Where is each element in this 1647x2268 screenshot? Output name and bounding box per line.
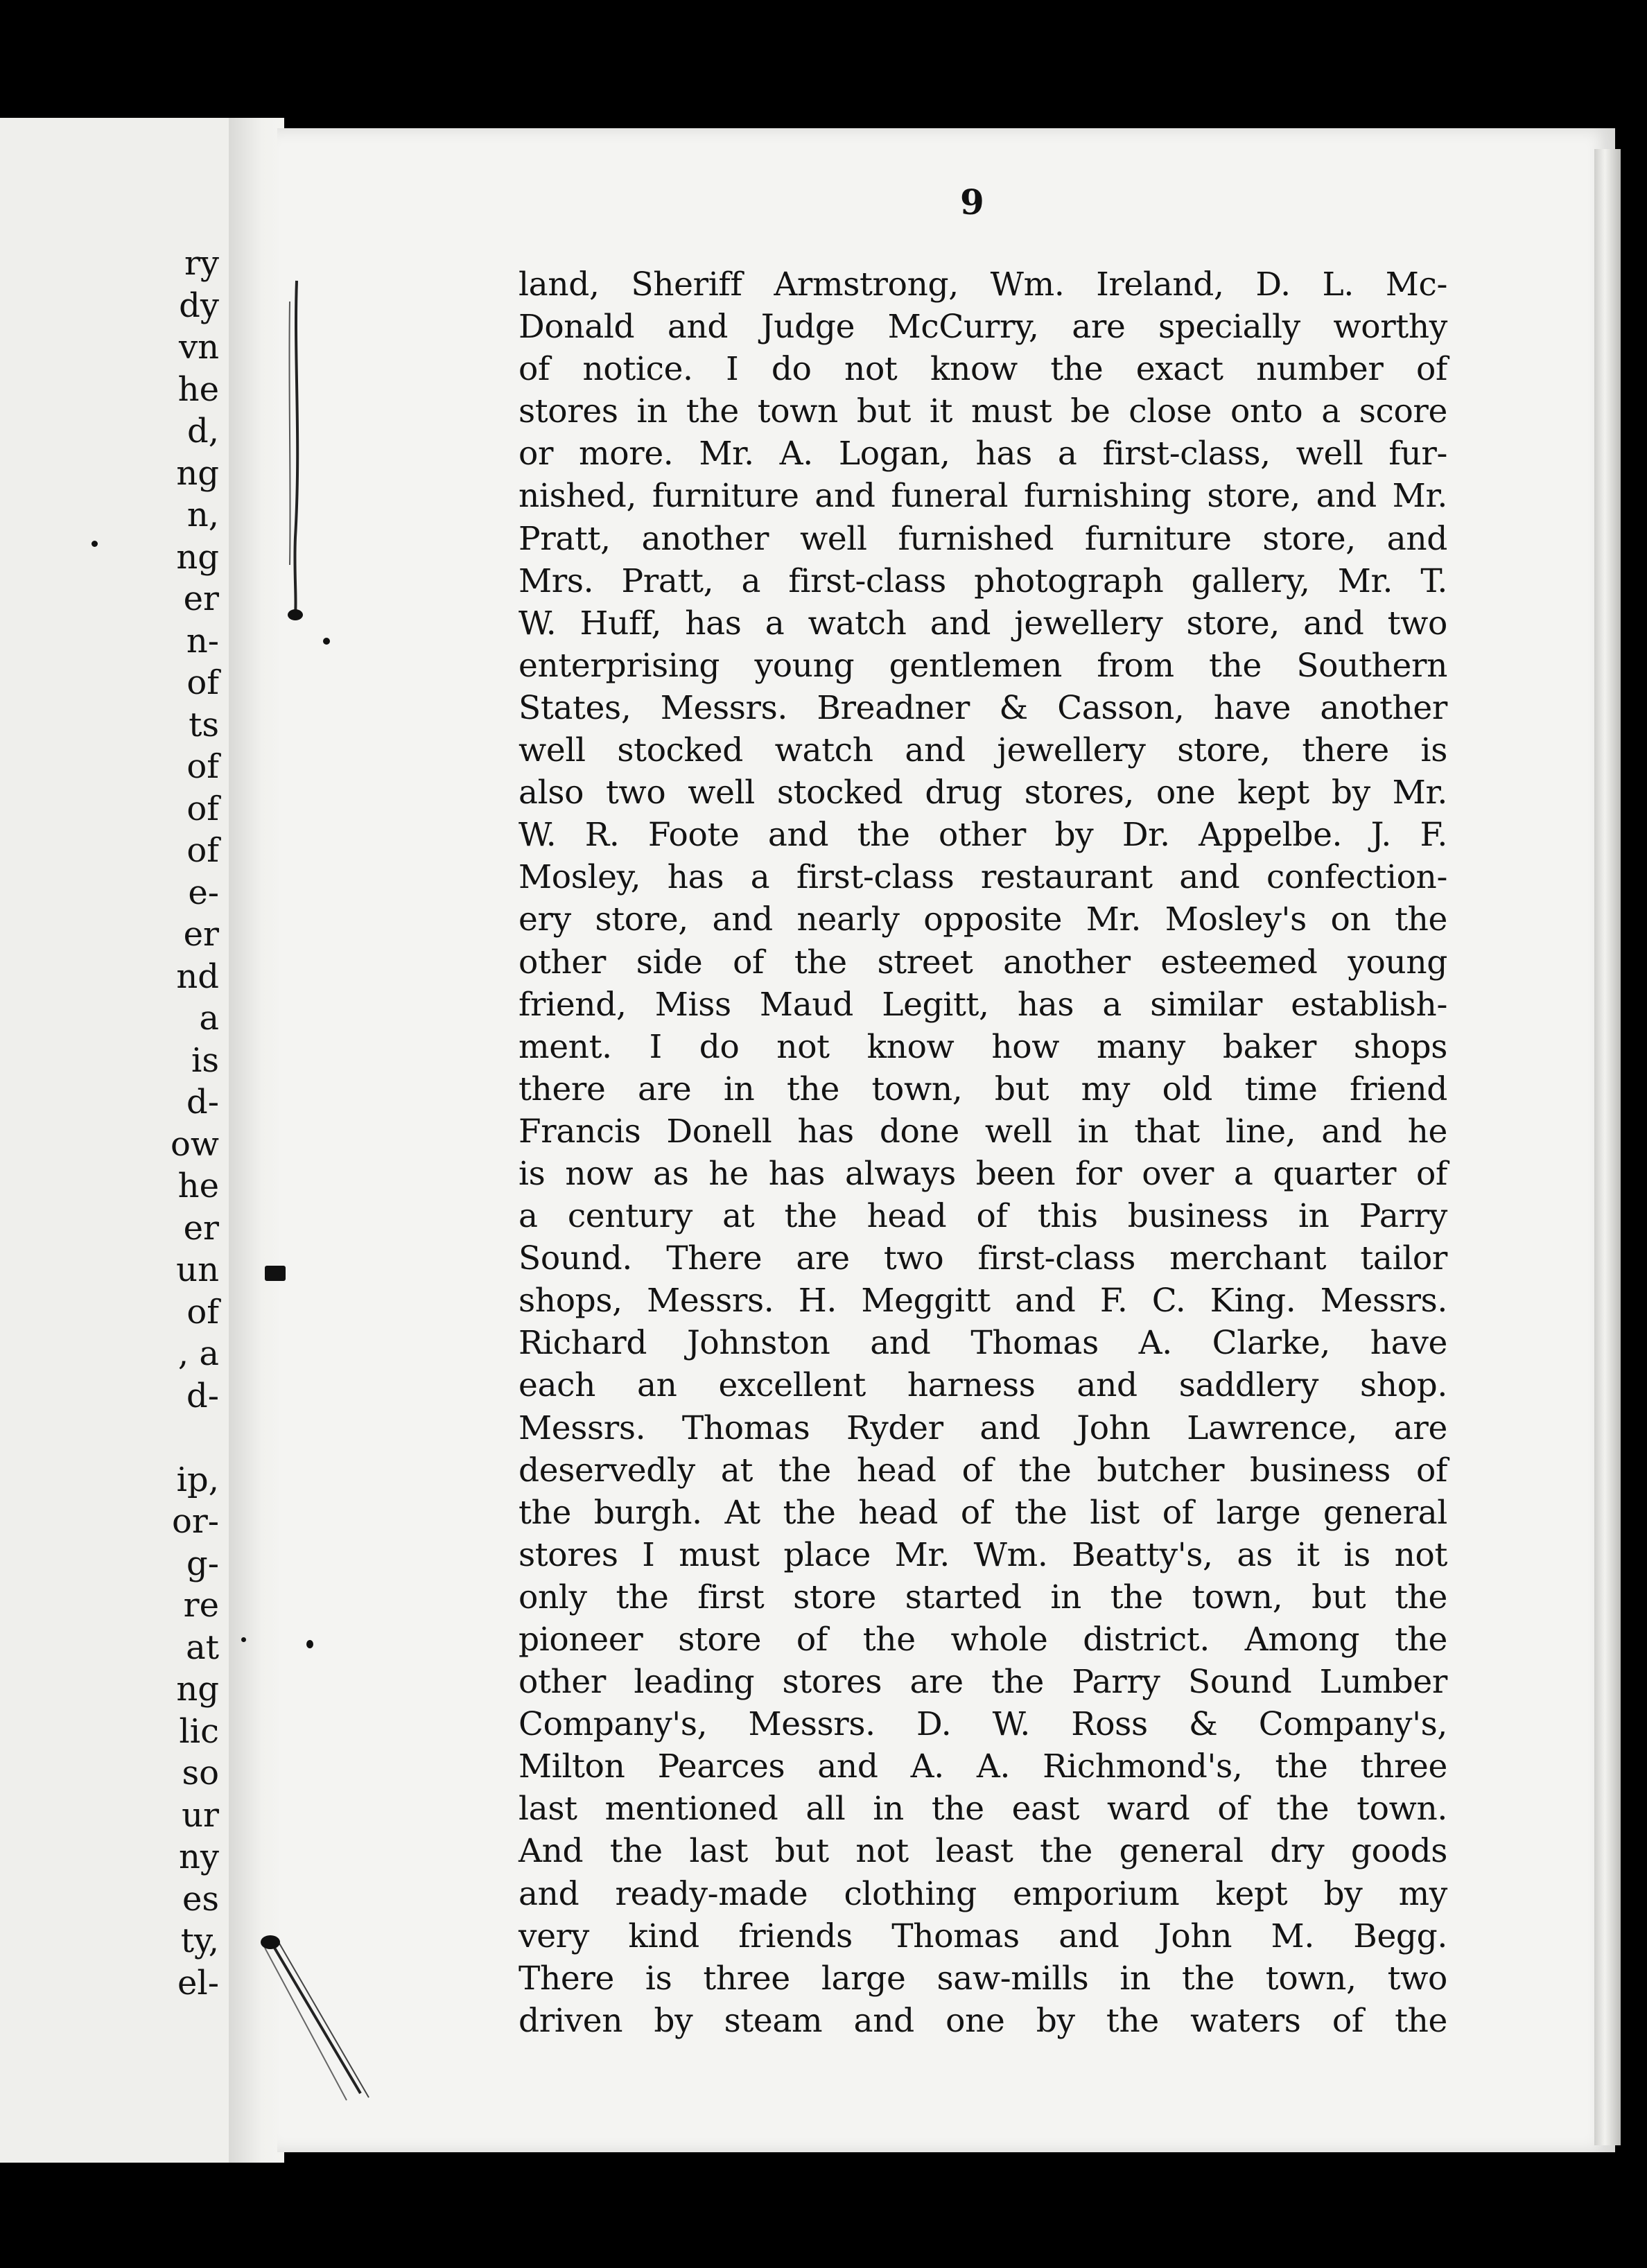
text-line: nished, furniture and funeral furnishing store, and Mr.: [518, 477, 1447, 516]
text-line: enterprising young gentlemen from the Southern: [518, 646, 1447, 685]
text-line: friend, Miss Maud Legitt, has a similar establish-: [518, 985, 1447, 1024]
facing-page-line-ending: ng: [176, 1670, 219, 1709]
text-line: W. Huff, has a watch and jewellery store, and two: [518, 604, 1447, 643]
text-line: stores I must place Mr. Wm. Beatty's, as it is not: [518, 1535, 1447, 1574]
text-line: deservedly at the head of the butcher business of: [518, 1451, 1447, 1490]
text-line: Donald and Judge McCurry, are specially worthy: [518, 308, 1447, 347]
text-line: very kind friends Thomas and John M. Begg.: [518, 1917, 1447, 1955]
text-line: Francis Donell has done well in that line, and he: [518, 1112, 1447, 1151]
facing-page-line-ending: er: [183, 579, 219, 618]
facing-page-line-ending: el-: [177, 1963, 219, 2003]
facing-page-line-ending: ow: [171, 1124, 219, 1164]
page-edge: [1594, 149, 1621, 2145]
text-line: Company's, Messrs. D. W. Ross & Company's,: [518, 1705, 1447, 1744]
facing-page-line-ending: ng: [176, 537, 219, 577]
text-line: ment. I do not know how many baker shops: [518, 1027, 1447, 1066]
text-line: There is three large saw-mills in the town, two: [518, 1959, 1447, 1998]
facing-page-line-ending: dy: [179, 286, 219, 325]
text-line: Mosley, has a first-class restaurant and confection-: [518, 858, 1447, 897]
facing-page-line-ending: e-: [188, 873, 219, 912]
facing-page-line-ending: n-: [186, 621, 219, 661]
facing-page-line-ending: g-: [186, 1544, 219, 1583]
facing-page-line-ending: of: [186, 747, 219, 786]
facing-page-line-ending: of: [186, 663, 219, 702]
speck: [306, 1640, 313, 1648]
text-line: W. R. Foote and the other by Dr. Appelbe. J. F.: [518, 816, 1447, 855]
facing-page-line-ending: a: [199, 999, 219, 1038]
facing-page-line-ending: re: [183, 1586, 219, 1625]
facing-page-line-ending: er: [183, 1208, 219, 1248]
facing-page-line-ending: ny: [178, 1838, 219, 1876]
text-line: Richard Johnston and Thomas A. Clarke, have: [518, 1324, 1447, 1363]
facing-page-line-ending: nd: [176, 957, 219, 996]
facing-page-line-ending: so: [182, 1754, 219, 1792]
book-gutter: [229, 118, 284, 2163]
facing-page-line-ending: ng: [176, 453, 219, 493]
facing-page-line-ending: is: [191, 1040, 219, 1080]
facing-page-fragment: [0, 118, 229, 2163]
text-line: stores in the town but it must be close onto a score: [518, 392, 1447, 431]
facing-page-line-ending: ts: [189, 705, 219, 744]
text-line: Messrs. Thomas Ryder and John Lawrence, are: [518, 1408, 1447, 1447]
facing-page-line-ending: vn: [178, 328, 219, 367]
text-line: is now as he has always been for over a quarter of: [518, 1154, 1447, 1193]
text-line: other leading stores are the Parry Sound Lumber: [518, 1663, 1447, 1702]
text-line: also two well stocked drug stores, one kept by Mr.: [518, 774, 1447, 812]
text-line: Sound. There are two first-class merchant tailor: [518, 1239, 1447, 1278]
binding-thread-lower: [250, 1934, 388, 2114]
text-line: States, Messrs. Breadner & Casson, have another: [518, 688, 1447, 727]
text-line: last mentioned all in the east ward of the town.: [518, 1790, 1447, 1829]
text-line: the burgh. At the head of the list of large general: [518, 1493, 1447, 1532]
text-line: And the last but not least the general dry goods: [518, 1832, 1447, 1871]
facing-page-line-ending: , a: [177, 1334, 219, 1373]
text-line: well stocked watch and jewellery store, there is: [518, 731, 1447, 770]
facing-page-line-ending: un: [176, 1250, 219, 1289]
text-line: of notice. I do not know the exact number of: [518, 350, 1447, 389]
text-line: Mrs. Pratt, a first-class photograph gallery, Mr. T.: [518, 561, 1447, 600]
facing-page-line-ending: ur: [182, 1795, 219, 1835]
body-text: [518, 263, 1447, 2042]
facing-page-line-ending: he: [177, 369, 219, 409]
text-line: Pratt, another well furnished furniture store, and: [518, 519, 1447, 558]
facing-page-line-ending: he: [177, 1167, 219, 1205]
facing-page-line-ending: lic: [179, 1711, 219, 1751]
text-line: driven by steam and one by the waters of the: [518, 2001, 1447, 2040]
facing-page-line-ending: at: [186, 1628, 219, 1667]
text-line: or more. Mr. A. Logan, has a first-class, well fur-: [518, 435, 1447, 473]
text-line: Milton Pearces and A. A. Richmond's, the three: [518, 1747, 1447, 1786]
facing-page-line-ending: of: [186, 789, 219, 828]
text-line: each an excellent harness and saddlery shop.: [518, 1366, 1447, 1405]
speck: [92, 541, 98, 547]
text-line: shops, Messrs. H. Meggitt and F. C. King. Messrs.: [518, 1282, 1447, 1320]
text-line: and ready-made clothing emporium kept by my: [518, 1874, 1447, 1913]
text-line: there are in the town, but my old time friend: [518, 1070, 1447, 1108]
facing-page-line-ending: d,: [187, 412, 219, 451]
text-line: ery store, and nearly opposite Mr. Mosley's on the: [518, 900, 1447, 939]
speck: [323, 638, 330, 645]
facing-page-line-ending: ty,: [180, 1921, 219, 1960]
facing-page-line-ending: n,: [186, 496, 219, 534]
facing-page-line-ending: of: [186, 1292, 219, 1332]
page-number: 9: [960, 182, 984, 223]
facing-page-line-ending: es: [182, 1879, 219, 1919]
facing-page-line-ending: of: [186, 831, 219, 870]
text-line: only the first store started in the town, but the: [518, 1578, 1447, 1616]
speck: [241, 1637, 246, 1642]
text-line: pioneer store of the whole district. Among the: [518, 1621, 1447, 1659]
text-line: a century at the head of this business in Parry: [518, 1197, 1447, 1236]
text-line: land, Sheriff Armstrong, Wm. Ireland, D. L. Mc-: [518, 265, 1447, 304]
binding-hole-speck: [265, 1266, 286, 1281]
facing-page-line-ending: d-: [186, 1083, 219, 1122]
binding-thread-upper: [283, 274, 311, 620]
facing-page-line-ending: er: [183, 915, 219, 954]
facing-page-line-ending: ry: [184, 244, 219, 283]
facing-page-line-ending: d-: [186, 1376, 219, 1415]
facing-page-line-ending: ip,: [176, 1460, 219, 1499]
facing-page-line-ending: or-: [171, 1502, 219, 1541]
text-line: other side of the street another esteemed young: [518, 943, 1447, 982]
